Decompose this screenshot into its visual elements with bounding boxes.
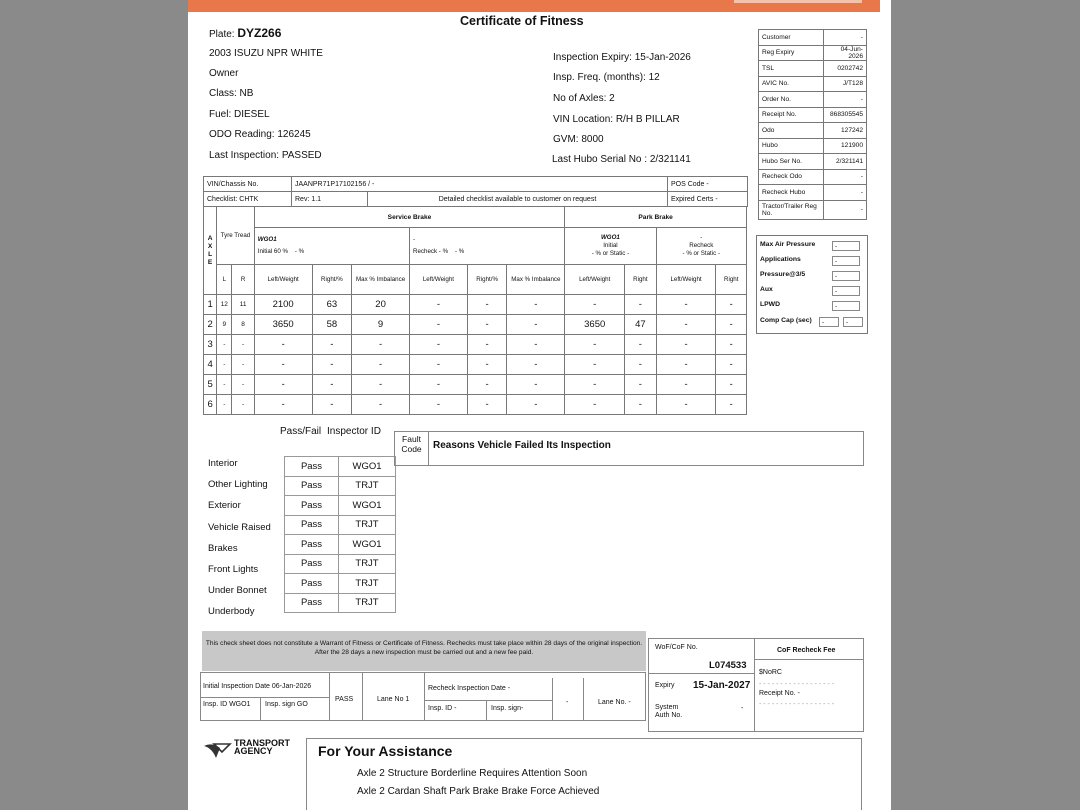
reference-value: - xyxy=(824,185,867,201)
owner: Owner xyxy=(209,68,239,79)
table-cell: - xyxy=(565,335,625,355)
column-header: L xyxy=(217,265,232,295)
table-cell: - xyxy=(656,335,716,355)
table-cell: - xyxy=(312,355,352,375)
table-cell: - xyxy=(410,375,468,395)
check-item-row xyxy=(285,554,396,574)
table-cell: - xyxy=(507,295,565,315)
check-item-label: Under Bonnet xyxy=(208,585,267,597)
table-cell: - xyxy=(716,395,747,415)
pass-result: PASS xyxy=(335,696,354,703)
reference-label: TSL xyxy=(759,61,824,77)
table-cell: - xyxy=(625,375,656,395)
reference-box xyxy=(758,29,867,220)
recheck-lane: Lane No. - xyxy=(598,699,631,706)
pressure-label: LPWD xyxy=(760,301,781,308)
table-cell: - xyxy=(217,335,232,355)
check-result: Pass xyxy=(285,554,339,574)
column-header: Max % Imbalance xyxy=(507,265,565,295)
recheck-receipt: Receipt No. - xyxy=(759,690,800,697)
reference-label: AVIC No. xyxy=(759,76,824,92)
park-initial-cell: WGO1 Initial - % or Static - xyxy=(565,228,656,265)
fault-code-label: Fault Code xyxy=(395,432,429,465)
inspection-expiry: Inspection Expiry: 15-Jan-2026 xyxy=(553,52,691,63)
table-cell: - xyxy=(716,335,747,355)
assistance-title: For Your Assistance xyxy=(318,743,453,759)
column-header: Right xyxy=(625,265,656,295)
table-cell: - xyxy=(312,335,352,355)
reference-label: Odo xyxy=(759,123,824,139)
table-cell: - xyxy=(467,375,507,395)
pressure-value: - xyxy=(832,241,860,251)
fault-reason-label: Reasons Vehicle Failed Its Inspection xyxy=(433,440,611,451)
pressure-label: Max Air Pressure xyxy=(760,241,816,248)
table-cell: - xyxy=(625,335,656,355)
reference-label: Customer xyxy=(759,30,824,46)
check-item-label: Interior xyxy=(208,458,238,469)
table-cell: - xyxy=(312,395,352,415)
table-cell: - xyxy=(410,355,468,375)
table-cell: 11 xyxy=(232,295,254,315)
inspector-id: TRJT xyxy=(339,554,396,574)
inspector-id: WGO1 xyxy=(339,496,396,516)
checklist-rev: Rev: 1.1 xyxy=(292,192,368,207)
reference-label: Recheck Odo xyxy=(759,169,824,185)
table-cell: - xyxy=(254,375,312,395)
check-result: Pass xyxy=(285,496,339,516)
inspector-id: TRJT xyxy=(339,574,396,594)
table-cell: - xyxy=(352,355,410,375)
plate-number: DYZ266 xyxy=(237,26,282,40)
reference-value: - xyxy=(824,30,867,46)
inspector-id-header: Inspector ID xyxy=(327,426,381,437)
table-cell: 9 xyxy=(217,315,232,335)
table-row xyxy=(204,315,747,335)
reference-row xyxy=(759,154,867,170)
plate-row: Plate: DYZ266 xyxy=(209,26,282,40)
check-item-row xyxy=(285,574,396,594)
reference-label: Hubo xyxy=(759,138,824,154)
table-cell: 3650 xyxy=(254,315,312,335)
page-title: Certificate of Fitness xyxy=(460,14,584,28)
vin-label: VIN/Chassis No. xyxy=(204,177,292,192)
inspector-id: TRJT xyxy=(339,515,396,535)
check-result: Pass xyxy=(285,476,339,496)
vehicle-class: Class: NB xyxy=(209,88,254,99)
table-cell: - xyxy=(716,375,747,395)
table-cell: - xyxy=(507,395,565,415)
reference-row xyxy=(759,138,867,154)
table-cell: 58 xyxy=(312,315,352,335)
reference-label: Order No. xyxy=(759,92,824,108)
recheck-fee-label: CoF Recheck Fee xyxy=(777,647,836,654)
check-result: Pass xyxy=(285,515,339,535)
fuel: Fuel: DIESEL xyxy=(209,109,270,120)
column-header: Max % Imbalance xyxy=(352,265,410,295)
reference-row xyxy=(759,200,867,219)
check-item-row xyxy=(285,515,396,535)
initial-inspector-id: Insp. ID WGO1 xyxy=(203,701,251,708)
detailed-checklist-note: Detailed checklist available to customer on request xyxy=(368,192,668,207)
gvm: GVM: 8000 xyxy=(553,134,604,145)
recheck-pass-result: - xyxy=(566,699,569,706)
reference-row xyxy=(759,76,867,92)
reference-value: - xyxy=(824,92,867,108)
check-result: Pass xyxy=(285,593,339,613)
axle-number: 2 xyxy=(204,315,217,335)
table-cell: - xyxy=(565,355,625,375)
header-bar xyxy=(188,0,880,12)
column-header: Left/Weight xyxy=(254,265,312,295)
axle-number: 4 xyxy=(204,355,217,375)
inspection-frequency: Insp. Freq. (months): 12 xyxy=(553,72,660,83)
table-cell: - xyxy=(232,375,254,395)
table-row xyxy=(204,395,747,415)
recheck-inspector-sign: Insp. sign- xyxy=(491,705,524,712)
reference-label: Hubo Ser No. xyxy=(759,154,824,170)
table-cell: - xyxy=(656,375,716,395)
table-cell: - xyxy=(410,335,468,355)
inspector-id: WGO1 xyxy=(339,535,396,555)
wof-number-label: WoF/CoF No. xyxy=(655,644,698,651)
table-cell: - xyxy=(507,355,565,375)
axle-number: 5 xyxy=(204,375,217,395)
table-row xyxy=(204,355,747,375)
fault-box xyxy=(394,431,864,466)
reference-value: J/T128 xyxy=(824,76,867,92)
table-cell: - xyxy=(254,395,312,415)
tyre-tread-header: Tyre Tread xyxy=(217,207,255,265)
column-header: R xyxy=(232,265,254,295)
table-cell: - xyxy=(467,315,507,335)
hubo-serial: Last Hubo Serial No : 2/321141 xyxy=(552,154,691,165)
brake-test-table xyxy=(203,206,747,415)
wof-expiry-label: Expiry xyxy=(655,682,675,689)
logo-swoosh-icon xyxy=(202,740,232,760)
last-inspection: Last Inspection: PASSED xyxy=(209,150,322,161)
column-header: Left/Weight xyxy=(410,265,468,295)
assistance-line-1: Axle 2 Structure Borderline Requires Attention Soon xyxy=(357,768,588,779)
pressure-label: Applications xyxy=(760,256,801,263)
column-header: Left/Weight xyxy=(565,265,625,295)
table-cell: - xyxy=(217,375,232,395)
table-cell: - xyxy=(410,295,468,315)
table-cell: - xyxy=(232,335,254,355)
check-item-row xyxy=(285,496,396,516)
table-cell: - xyxy=(716,295,747,315)
reference-value: 04-Jun-2026 xyxy=(824,45,867,61)
recheck-date: Recheck Inspection Date - xyxy=(428,685,511,692)
table-cell: - xyxy=(232,395,254,415)
check-item-label: Front Lights xyxy=(208,564,259,575)
table-cell: 12 xyxy=(217,295,232,315)
table-cell: - xyxy=(507,335,565,355)
pressure-value: - xyxy=(819,317,839,327)
reference-row xyxy=(759,169,867,185)
table-cell: - xyxy=(312,375,352,395)
pass-fail-header: Pass/Fail xyxy=(280,426,322,437)
reference-row xyxy=(759,30,867,46)
table-cell: - xyxy=(565,295,625,315)
system-auth-label: System Auth No. xyxy=(655,704,683,719)
recheck-inspector-id: Insp. ID - xyxy=(428,705,457,712)
reference-row xyxy=(759,92,867,108)
park-recheck-cell: - Recheck - % or Static - xyxy=(656,228,746,265)
vehicle-description: 2003 ISUZU NPR WHITE xyxy=(209,48,323,59)
reference-value: 127242 xyxy=(824,123,867,139)
table-cell: - xyxy=(625,295,656,315)
pressure-value: - xyxy=(843,317,863,327)
table-cell: - xyxy=(565,375,625,395)
pressure-label: Aux xyxy=(760,286,773,293)
reference-label: Recheck Hubo xyxy=(759,185,824,201)
table-row xyxy=(204,335,747,355)
checklist: Checklist: CHTK xyxy=(204,192,292,207)
check-result: Pass xyxy=(285,535,339,555)
reference-label: Receipt No. xyxy=(759,107,824,123)
check-item-row xyxy=(285,535,396,555)
reference-value: 2/321141 xyxy=(824,154,867,170)
reference-row xyxy=(759,123,867,139)
column-header: Right xyxy=(716,265,747,295)
check-item-label: Other Lighting xyxy=(208,479,268,491)
check-item-row xyxy=(285,476,396,496)
wof-cof-box: WoF/CoF No. L074533 Expiry 15-Jan-2027 System Auth No. - CoF Recheck Fee $NoRC - - - - - - - - - - - - - - - - - - Receipt No. - - - - - - - - - - - - - - - - - - - xyxy=(648,638,864,732)
check-item-row xyxy=(285,593,396,613)
reference-label: Reg Expiry xyxy=(759,45,824,61)
initial-inspection-date: Initial Inspection Date 06-Jan-2026 xyxy=(203,683,312,690)
table-cell: 3650 xyxy=(565,315,625,335)
reference-row xyxy=(759,61,867,77)
table-cell: - xyxy=(656,315,716,335)
table-cell: - xyxy=(656,395,716,415)
axle-number: 6 xyxy=(204,395,217,415)
vin-value: JAANPR71P17102156 / - xyxy=(292,177,668,192)
axle-count: No of Axles: 2 xyxy=(553,93,615,104)
table-cell: - xyxy=(716,315,747,335)
lane-number: Lane No 1 xyxy=(377,696,410,703)
inspector-id: TRJT xyxy=(339,593,396,613)
check-item-label: Vehicle Raised xyxy=(208,521,271,533)
table-cell: - xyxy=(565,395,625,415)
table-cell: 47 xyxy=(625,315,656,335)
assistance-line-2: Axle 2 Cardan Shaft Park Brake Brake Force Achieved xyxy=(357,786,600,797)
table-cell: 20 xyxy=(352,295,410,315)
table-cell: - xyxy=(467,335,507,355)
pressure-value: - xyxy=(832,256,860,266)
inspector-id: WGO1 xyxy=(339,457,396,477)
recheck-fee-value: $NoRC xyxy=(759,669,782,676)
column-header: Right/% xyxy=(312,265,352,295)
check-result: Pass xyxy=(285,457,339,477)
reference-value: 0202742 xyxy=(824,61,867,77)
table-cell: - xyxy=(625,355,656,375)
wof-expiry: 15-Jan-2027 xyxy=(693,680,751,691)
reference-row xyxy=(759,185,867,201)
table-cell: - xyxy=(625,395,656,415)
check-result: Pass xyxy=(285,574,339,594)
pass-fail-table xyxy=(284,456,396,613)
table-cell: - xyxy=(410,315,468,335)
pressure-value: - xyxy=(832,271,860,281)
column-header: Right/% xyxy=(467,265,507,295)
pos-code: POS Code - xyxy=(667,177,747,192)
table-cell: - xyxy=(656,295,716,315)
disclaimer: This check sheet does not constitute a Warrant of Fitness or Certificate of Fitness. Rechecks must take place within 28 days of the original inspection. After the 28 days a new inspection must be carried out and a new fee paid. xyxy=(202,631,646,671)
odo-reading: ODO Reading: 126245 xyxy=(209,129,311,140)
assistance-box xyxy=(306,738,862,810)
table-cell: - xyxy=(507,375,565,395)
initial-inspector-sign: Insp. sign GO xyxy=(265,701,308,708)
service-initial-cell: WGO1 Initial 60 % - % xyxy=(254,228,409,265)
pressure-label: Comp Cap (sec) xyxy=(760,317,812,324)
axle-number: 1 xyxy=(204,295,217,315)
check-item-label: Underbody xyxy=(208,606,255,618)
table-cell: - xyxy=(467,295,507,315)
pressure-value: - xyxy=(832,286,860,296)
table-cell: - xyxy=(656,355,716,375)
table-cell: 9 xyxy=(352,315,410,335)
table-cell: - xyxy=(217,355,232,375)
park-brake-header: Park Brake xyxy=(565,207,747,228)
reference-value: - xyxy=(824,200,867,219)
pressure-label: Pressure@3/5 xyxy=(760,271,806,278)
table-cell: - xyxy=(352,395,410,415)
service-recheck-cell: - Recheck - % - % xyxy=(410,228,565,265)
table-cell: - xyxy=(716,355,747,375)
table-row xyxy=(204,295,747,315)
reference-value: 868305545 xyxy=(824,107,867,123)
vin-checklist-rows xyxy=(203,176,748,207)
table-cell: - xyxy=(507,315,565,335)
pressure-value: - xyxy=(832,301,860,311)
table-cell: 2100 xyxy=(254,295,312,315)
reference-row xyxy=(759,45,867,61)
expired-certs: Expired Certs - xyxy=(667,192,747,207)
check-item-label: Brakes xyxy=(208,542,238,554)
column-header: Left/Weight xyxy=(656,265,716,295)
table-cell: - xyxy=(467,395,507,415)
service-brake-header: Service Brake xyxy=(254,207,565,228)
axle-header: AXLE xyxy=(204,207,217,295)
table-cell: - xyxy=(352,375,410,395)
table-cell: - xyxy=(254,355,312,375)
table-cell: - xyxy=(352,335,410,355)
table-cell: - xyxy=(410,395,468,415)
reference-label: Tractor/Trailer Reg No. xyxy=(759,200,824,219)
table-cell: - xyxy=(232,355,254,375)
table-cell: - xyxy=(467,355,507,375)
reference-value: - xyxy=(824,169,867,185)
check-item-label: Exterior xyxy=(208,500,241,512)
vin-location: VIN Location: R/H B PILLAR xyxy=(553,114,680,125)
table-cell: 8 xyxy=(232,315,254,335)
transport-agency-logo: TRANSPORT AGENCY xyxy=(202,738,302,762)
wof-number: L074533 xyxy=(709,660,747,671)
reference-value: 121900 xyxy=(824,138,867,154)
table-cell: 63 xyxy=(312,295,352,315)
reference-row xyxy=(759,107,867,123)
certificate-sheet xyxy=(188,0,891,810)
check-item-row xyxy=(285,457,396,477)
table-row xyxy=(204,375,747,395)
table-cell: - xyxy=(217,395,232,415)
table-cell: - xyxy=(254,335,312,355)
axle-number: 3 xyxy=(204,335,217,355)
air-pressure-box xyxy=(756,235,868,334)
inspector-id: TRJT xyxy=(339,476,396,496)
system-auth-value: - xyxy=(741,705,744,712)
